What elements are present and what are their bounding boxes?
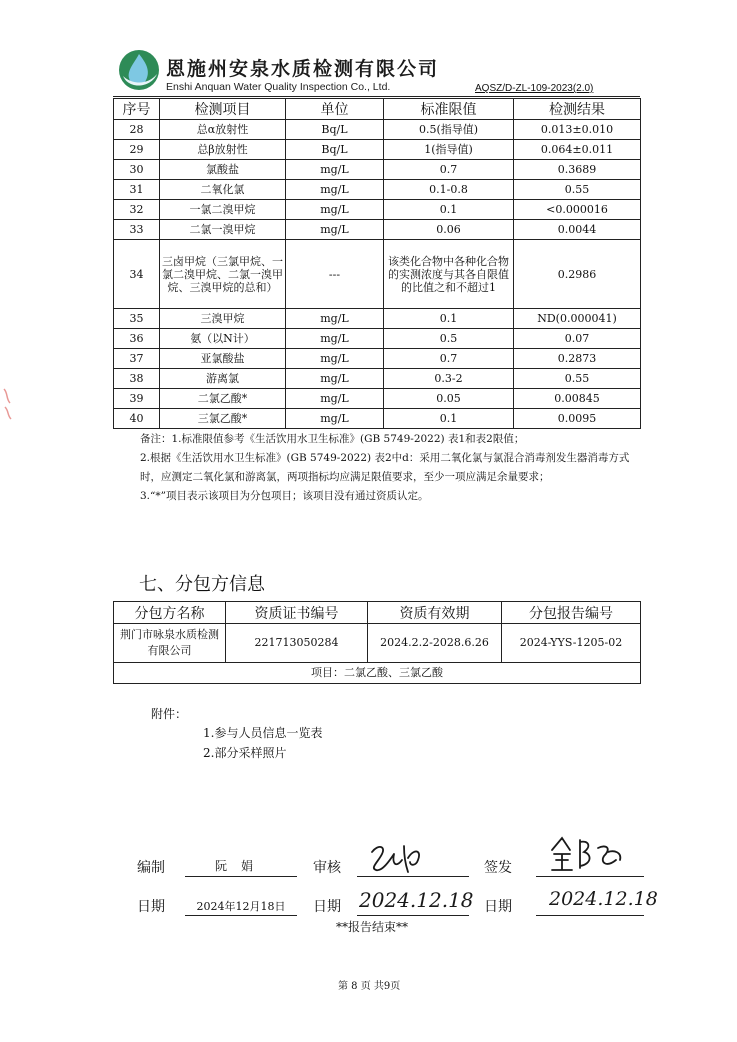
cell-unit: mg/L — [286, 309, 384, 329]
subcontractor-table — [113, 601, 641, 684]
note-1: 备注：1.标准限值参考《生活饮用水卫生标准》(GB 5749-2022) 表1和表2限值； — [140, 433, 525, 445]
cell-no: 37 — [114, 349, 160, 369]
table-row — [114, 120, 641, 140]
document-code: AQSZ/D-ZL-109-2023(2.0) — [475, 83, 594, 94]
col-header-result: 检测结果 — [514, 99, 641, 120]
cell-no: 29 — [114, 140, 160, 160]
table-row — [114, 663, 641, 684]
col-header-no: 序号 — [114, 99, 160, 120]
cell-validity: 2024.2.2-2028.6.26 — [368, 624, 502, 663]
cell-no: 32 — [114, 200, 160, 220]
table-header-row — [114, 602, 641, 624]
cell-result: 0.3689 — [514, 160, 641, 180]
col-header-item: 检测项目 — [160, 99, 286, 120]
cell-no: 33 — [114, 220, 160, 240]
cell-item: 三卤甲烷（三氯甲烷、一氯二溴甲烷、二氯一溴甲烷、三溴甲烷的总和） — [160, 240, 286, 309]
table-row — [114, 220, 641, 240]
cell-no: 39 — [114, 389, 160, 409]
cell-result: 0.55 — [514, 369, 641, 389]
cell-no: 40 — [114, 409, 160, 429]
cell-item: 氨（以N计） — [160, 329, 286, 349]
cell-cert-no: 221713050284 — [226, 624, 368, 663]
cell-no: 34 — [114, 240, 160, 309]
seal-edge-icon — [2, 385, 18, 425]
cell-limit: 0.1 — [384, 409, 514, 429]
col-header-report-no: 分包报告编号 — [502, 602, 641, 624]
col-header-limit: 标准限值 — [384, 99, 514, 120]
cell-unit: mg/L — [286, 220, 384, 240]
section-title: 七、分包方信息 — [139, 574, 265, 594]
compile-label: 编制 — [137, 859, 165, 875]
cell-item: 三溴甲烷 — [160, 309, 286, 329]
review-date: 2024.12.18 — [359, 888, 474, 912]
attachment-item: 1.参与人员信息一览表 — [203, 726, 323, 740]
company-name-cn: 恩施州安泉水质检测有限公司 — [166, 58, 440, 80]
cell-item: 总α放射性 — [160, 120, 286, 140]
cell-unit: mg/L — [286, 409, 384, 429]
date-label: 日期 — [137, 898, 165, 914]
col-header-cert-no: 资质证书编号 — [226, 602, 368, 624]
col-header-sub-name: 分包方名称 — [114, 602, 226, 624]
table-row — [114, 160, 641, 180]
cell-result: 0.07 — [514, 329, 641, 349]
cell-unit: mg/L — [286, 200, 384, 220]
cell-result: ND(0.000041) — [514, 309, 641, 329]
cell-unit: mg/L — [286, 329, 384, 349]
issuer-signature-icon — [546, 830, 626, 875]
cell-unit: --- — [286, 240, 384, 309]
cell-limit: 0.5 — [384, 329, 514, 349]
signature-line — [357, 876, 469, 877]
cell-item: 亚氯酸盐 — [160, 349, 286, 369]
cell-unit: mg/L — [286, 160, 384, 180]
date-label: 日期 — [313, 898, 341, 914]
cell-unit: Bq/L — [286, 140, 384, 160]
cell-project: 项目：二氯乙酸、三氯乙酸 — [114, 663, 641, 684]
table-row — [114, 329, 641, 349]
cell-limit: 0.1-0.8 — [384, 180, 514, 200]
cell-limit: 0.7 — [384, 160, 514, 180]
cell-no: 38 — [114, 369, 160, 389]
signature-line — [536, 876, 644, 877]
cell-limit: 0.1 — [384, 309, 514, 329]
cell-limit: 0.3-2 — [384, 369, 514, 389]
header-divider — [113, 96, 640, 97]
cell-result: 0.013±0.010 — [514, 120, 641, 140]
cell-sub-name: 荆门市咏泉水质检测有限公司 — [114, 624, 226, 663]
signature-line — [185, 915, 297, 916]
table-row — [114, 240, 641, 309]
date-label: 日期 — [484, 898, 512, 914]
notes — [118, 430, 640, 506]
cell-no: 31 — [114, 180, 160, 200]
issue-label: 签发 — [484, 859, 512, 875]
attachments-label: 附件： — [151, 707, 188, 721]
cell-result: 0.0095 — [514, 409, 641, 429]
signature-line — [536, 915, 644, 916]
col-header-unit: 单位 — [286, 99, 384, 120]
cell-item: 三氯乙酸* — [160, 409, 286, 429]
review-label: 审核 — [313, 859, 341, 875]
compile-date: 2024年12月18日 — [196, 900, 286, 913]
issue-date: 2024.12.18 — [549, 888, 658, 910]
cell-item: 二氧化氯 — [160, 180, 286, 200]
table-row — [114, 309, 641, 329]
table-row — [114, 200, 641, 220]
table-row — [114, 369, 641, 389]
cell-item: 二氯乙酸* — [160, 389, 286, 409]
cell-item: 一氯二溴甲烷 — [160, 200, 286, 220]
cell-result: 0.2873 — [514, 349, 641, 369]
cell-item: 二氯一溴甲烷 — [160, 220, 286, 240]
table-row — [114, 349, 641, 369]
cell-item: 氯酸盐 — [160, 160, 286, 180]
cell-result: 0.55 — [514, 180, 641, 200]
table-row — [114, 409, 641, 429]
page-number: 第 8 页 共9页 — [338, 981, 401, 992]
cell-item: 游离氯 — [160, 369, 286, 389]
cell-item: 总β放射性 — [160, 140, 286, 160]
cell-limit: 1(指导值) — [384, 140, 514, 160]
cell-report-no: 2024-YYS-1205-02 — [502, 624, 641, 663]
cell-result: 0.2986 — [514, 240, 641, 309]
note-2: 2.根据《生活饮用水卫生标准》(GB 5749-2022) 表2中d：采用二氧化氯与氯混合消毒剂发生器消毒方式时，应测定二氧化氯和游离氯，两项指标均应满足限值要求，至少一项应满足余量要求； — [140, 452, 630, 483]
col-header-validity: 资质有效期 — [368, 602, 502, 624]
cell-unit: mg/L — [286, 389, 384, 409]
attachment-item: 2.部分采样照片 — [203, 746, 287, 760]
report-end: **报告结束** — [336, 920, 409, 934]
cell-no: 30 — [114, 160, 160, 180]
cell-limit: 0.05 — [384, 389, 514, 409]
cell-limit: 该类化合物中各种化合物的实测浓度与其各自限值的比值之和不超过1 — [384, 240, 514, 309]
cell-result: 0.00845 — [514, 389, 641, 409]
table-row — [114, 140, 641, 160]
note-3: 3.“*”项目表示该项目为分包项目；该项目没有通过资质认定。 — [140, 490, 429, 502]
cell-result: 0.064±0.011 — [514, 140, 641, 160]
cell-unit: Bq/L — [286, 120, 384, 140]
cell-limit: 0.7 — [384, 349, 514, 369]
cell-no: 36 — [114, 329, 160, 349]
cell-unit: mg/L — [286, 349, 384, 369]
cell-no: 35 — [114, 309, 160, 329]
table-row — [114, 624, 641, 663]
cell-limit: 0.1 — [384, 200, 514, 220]
cell-limit: 0.5(指导值) — [384, 120, 514, 140]
table-row — [114, 180, 641, 200]
cell-unit: mg/L — [286, 369, 384, 389]
table-header-row — [114, 99, 641, 120]
cell-result: 0.0044 — [514, 220, 641, 240]
reviewer-signature-icon — [364, 838, 434, 878]
signature-line — [357, 915, 469, 916]
signature-line — [185, 876, 297, 877]
company-name-en: Enshi Anquan Water Quality Inspection Co., Ltd. — [166, 81, 391, 93]
company-logo-icon — [117, 48, 161, 92]
cell-unit: mg/L — [286, 180, 384, 200]
cell-no: 28 — [114, 120, 160, 140]
cell-result: <0.000016 — [514, 200, 641, 220]
compiler-name: 阮娟 — [214, 859, 267, 873]
cell-limit: 0.06 — [384, 220, 514, 240]
results-table — [113, 98, 641, 429]
table-row — [114, 389, 641, 409]
